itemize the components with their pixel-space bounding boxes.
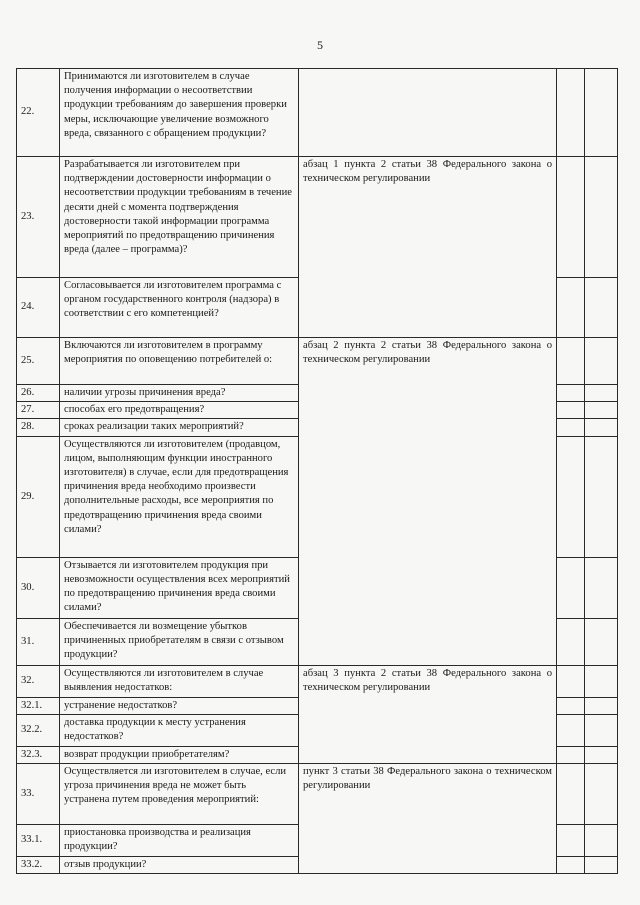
answer-cell	[585, 419, 618, 436]
question-text: устранение недостатков?	[60, 697, 299, 714]
row-number: 24.	[17, 278, 60, 338]
row-number: 26.	[17, 385, 60, 402]
row-number: 23.	[17, 157, 60, 278]
row-number: 32.3.	[17, 746, 60, 763]
answer-cell	[557, 825, 585, 857]
reference-cell	[299, 69, 557, 157]
answer-cell	[557, 714, 585, 746]
table-row	[17, 69, 618, 157]
answer-cell	[585, 746, 618, 763]
reference-cell: пункт 3 статьи 38 Федерального закона о техническом регулировании	[299, 764, 557, 874]
reference-cell: абзац 2 пункта 2 статьи 38 Федерального закона о техническом регулировании	[299, 338, 557, 666]
row-number: 33.1.	[17, 825, 60, 857]
answer-cell	[585, 278, 618, 338]
answer-cell	[585, 436, 618, 557]
answer-cell	[557, 746, 585, 763]
answer-cell	[585, 402, 618, 419]
question-text: возврат продукции приобретателям?	[60, 746, 299, 763]
answer-cell	[585, 764, 618, 825]
question-text: сроках реализации таких мероприятий?	[60, 419, 299, 436]
answer-cell	[585, 338, 618, 385]
row-number: 32.1.	[17, 697, 60, 714]
answer-cell	[585, 857, 618, 874]
question-text: Отзывается ли изготовителем продукция при невозможности осуществления всех мероприятий по предотвращению причинения вреда своими силами?	[60, 557, 299, 618]
answer-cell	[557, 419, 585, 436]
reference-cell: абзац 1 пункта 2 статьи 38 Федерального закона о техническом регулировании	[299, 157, 557, 338]
answer-cell	[585, 618, 618, 665]
answer-cell	[585, 825, 618, 857]
row-number: 32.2.	[17, 714, 60, 746]
answer-cell	[557, 557, 585, 618]
answer-cell	[585, 714, 618, 746]
row-number: 33.	[17, 764, 60, 825]
answer-cell	[557, 665, 585, 697]
answer-cell	[557, 278, 585, 338]
row-number: 31.	[17, 618, 60, 665]
answer-cell	[557, 69, 585, 157]
question-text: способах его предотвращения?	[60, 402, 299, 419]
page-number: 5	[317, 38, 323, 52]
row-number: 22.	[17, 69, 60, 157]
row-number: 30.	[17, 557, 60, 618]
answer-cell	[557, 385, 585, 402]
answer-cell	[557, 157, 585, 278]
answer-cell	[557, 857, 585, 874]
answer-cell	[557, 764, 585, 825]
checklist-table	[16, 68, 618, 874]
answer-cell	[557, 618, 585, 665]
row-number: 27.	[17, 402, 60, 419]
reference-cell: абзац 3 пункта 2 статьи 38 Федерального закона о техническом регулировании	[299, 665, 557, 763]
answer-cell	[585, 157, 618, 278]
question-text: наличии угрозы причинения вреда?	[60, 385, 299, 402]
answer-cell	[557, 697, 585, 714]
answer-cell	[585, 665, 618, 697]
table-row	[17, 764, 618, 825]
table-row	[17, 665, 618, 697]
table-row	[17, 157, 618, 278]
row-number: 32.	[17, 665, 60, 697]
answer-cell	[557, 436, 585, 557]
question-text: отзыв продукции?	[60, 857, 299, 874]
row-number: 25.	[17, 338, 60, 385]
question-text: Принимаются ли изготовителем в случае получения информации о несоответствии продукции требованиям до завершения проверки меры, исключающие увеличение возможного вреда, связанного с обращением продукции?	[60, 69, 299, 157]
table-row	[17, 338, 618, 385]
question-text: Согласовывается ли изготовителем программа с органом государственного контроля (надзора) в соответствии с его компетенцией?	[60, 278, 299, 338]
answer-cell	[585, 385, 618, 402]
answer-cell	[557, 338, 585, 385]
answer-cell	[557, 402, 585, 419]
answer-cell	[585, 697, 618, 714]
question-text: доставка продукции к месту устранения недостатков?	[60, 714, 299, 746]
question-text: Разрабатывается ли изготовителем при подтверждении достоверности информации о несоответствии продукции требованиям в течение десяти дней с момента подтверждения достоверности такой информации программа мероприятий по предотвращению причинения вреда (далее – программа)?	[60, 157, 299, 278]
question-text: приостановка производства и реализация продукции?	[60, 825, 299, 857]
row-number: 33.2.	[17, 857, 60, 874]
answer-cell	[585, 69, 618, 157]
question-text: Обеспечивается ли возмещение убытков причиненных приобретателям в связи с отзывом продукции?	[60, 618, 299, 665]
row-number: 29.	[17, 436, 60, 557]
question-text: Осуществляются ли изготовителем в случае выявления недостатков:	[60, 665, 299, 697]
question-text: Включаются ли изготовителем в программу мероприятия по оповещению потребителей о:	[60, 338, 299, 385]
question-text: Осуществляется ли изготовителем в случае, если угроза причинения вреда не может быть устранена путем проведения мероприятий:	[60, 764, 299, 825]
question-text: Осуществляются ли изготовителем (продавцом, лицом, выполняющим функции иностранного изготовителя) в случае, если для предотвращения причинения вреда необходимо произвести дополнительные расходы, все мероприятия по предотвращению причинения вреда своими силами?	[60, 436, 299, 557]
row-number: 28.	[17, 419, 60, 436]
answer-cell	[585, 557, 618, 618]
